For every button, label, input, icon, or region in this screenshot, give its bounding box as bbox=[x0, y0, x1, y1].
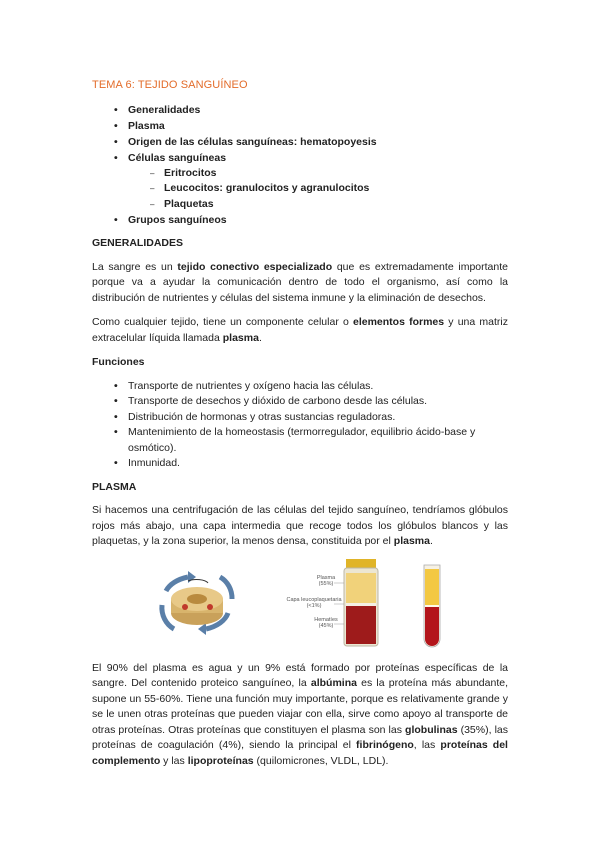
document-page bbox=[92, 78, 508, 778]
function-item: • Transporte de desechos y dióxido de carbono desde las células. bbox=[128, 394, 508, 410]
subtopic-item: – Leucocitos: granulocitos y agranulocitos bbox=[164, 181, 508, 197]
test-tube-image bbox=[422, 563, 442, 649]
centrifugation-figure bbox=[92, 559, 508, 651]
subtopic-list bbox=[128, 166, 508, 213]
paragraph: La sangre es un tejido conectivo especializado que es extremadamente importante porque va a ayudar la comunicación dentro de todo el organismo, así como la distribución de nutrientes y células del sistema inmune y la eliminación de desechos. bbox=[92, 260, 508, 304]
subtopic-item: – Eritrocitos bbox=[164, 166, 508, 182]
hematies-label: Hematíes (45%) bbox=[314, 616, 338, 629]
paragraph: Como cualquier tejido, tiene un componente celular o elementos formes y una matriz extracelular líquida llamada plasma. bbox=[92, 316, 508, 344]
paragraph: Si hacemos una centrifugación de las células del tejido sanguíneo, tendríamos glóbulos rojos más abajo, una capa intermedia que recoge todos los glóbulos blancos y las plaquetas, y la zona superior, la menos densa, constituida por el plasma. bbox=[92, 504, 508, 547]
functions-list bbox=[92, 379, 508, 472]
topic-list bbox=[92, 102, 508, 229]
buffy-coat-label: Capa leucoplaquetaria (<1%) bbox=[286, 596, 342, 609]
plasma-label: Plasma (55%) bbox=[316, 574, 336, 587]
paragraph: El 90% del plasma es agua y un 9% está formado por proteínas específicas de la sangre. Del contenido proteico sanguíneo, la albúmina es la proteína más abundante, supone un 55-60%. Tiene una función muy importante, porque es relativamente grande y se le unen otras proteínas que pueden viajar con ella, sirve como apoyo al transporte de otras proteínas. Otras proteínas que constituyen el plasma son las globulinas (35%), las proteínas de coagulación (4%), siendo la principal el fibrinógeno, las proteínas del complemento y las lipoproteínas (quilomicrones, VLDL, LDL). bbox=[92, 661, 509, 767]
topic-item: • Plasma bbox=[128, 118, 508, 134]
subtopic-item: – Plaquetas bbox=[164, 197, 508, 213]
topic-item: • Generalidades bbox=[128, 102, 508, 118]
topic-item-label: Células sanguíneas bbox=[128, 151, 227, 164]
topic-item bbox=[128, 150, 508, 213]
function-item: • Transporte de nutrientes y oxígeno hacia las células. bbox=[128, 379, 508, 395]
function-item: • Distribución de hormonas y otras sustancias reguladoras. bbox=[128, 410, 508, 426]
topic-item: • Origen de las células sanguíneas: hematopoyesis bbox=[128, 134, 508, 150]
centrifuge-image bbox=[152, 563, 242, 643]
topic-item: • Grupos sanguíneos bbox=[128, 212, 508, 228]
section-heading-plasma: PLASMA bbox=[92, 480, 137, 493]
section-heading-generalidades: GENERALIDADES bbox=[92, 237, 184, 249]
document-title: TEMA 6: TEJIDO SANGUÍNEO bbox=[92, 79, 248, 91]
function-item: • Inmunidad. bbox=[128, 456, 508, 472]
function-item: • Mantenimiento de la homeostasis (termorregulador, equilibrio ácido-base y osmótico). bbox=[128, 425, 508, 456]
subsection-heading-funciones: Funciones bbox=[92, 356, 145, 368]
